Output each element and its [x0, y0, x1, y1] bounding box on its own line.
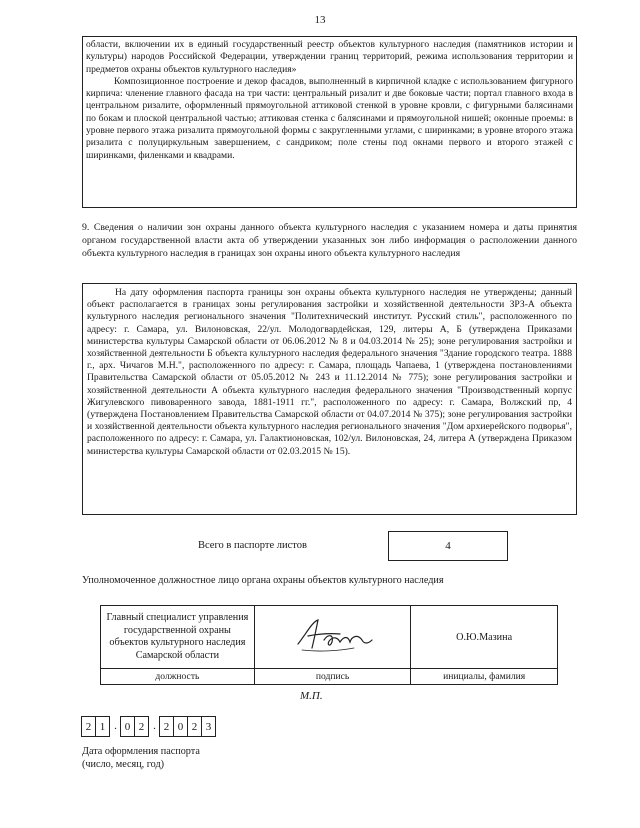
- date-digit: 2: [81, 716, 96, 737]
- date-separator: .: [114, 720, 117, 732]
- protected-subject-intro: области, включении их в единый государственный реестр объектов культурного наследия (памятников истории и культуры) народов Российской Федерации, утверждении границ территорий, режима использования территории и предметов охраны объектов культурного наследия»: [86, 39, 573, 75]
- date-digit: 1: [95, 716, 110, 737]
- date-label-line1: Дата оформления паспорта: [82, 746, 200, 757]
- date-field: [82, 716, 216, 737]
- sheets-count-value: 4: [388, 531, 508, 561]
- official-name: О.Ю.Мазина: [411, 606, 558, 669]
- col-name-label: инициалы, фамилия: [411, 669, 558, 685]
- date-label-line2: (число, месяц, год): [82, 759, 165, 770]
- signature-cell: [254, 606, 410, 669]
- date-digit: 0: [120, 716, 135, 737]
- signature-table: [100, 605, 558, 685]
- official-title: Уполномоченное должностное лицо органа охраны объектов культурного наследия: [82, 575, 444, 586]
- col-position-label: должность: [101, 669, 255, 685]
- date-digit: 3: [201, 716, 216, 737]
- date-separator: .: [153, 720, 156, 732]
- stamp-mark: М.П.: [300, 690, 323, 702]
- date-label: [82, 745, 200, 771]
- handwritten-signature: [288, 614, 378, 658]
- protected-subject-box: [82, 36, 577, 208]
- col-signature-label: подпись: [254, 669, 410, 685]
- official-position: Главный специалист управления государственной охраны объектов культурного наследия Самарской области: [101, 606, 255, 669]
- date-digit: 2: [159, 716, 174, 737]
- date-digit: 2: [134, 716, 149, 737]
- page-number: 13: [314, 14, 326, 26]
- protected-subject-facade: Композиционное построение и декор фасадов, выполненный в кирпичной кладке с использованием фигурного кирпича: членение главного фасада на три части: центральный ризалит и две боковые части; портал главного входа в центральном ризалите, оформленный прямоугольной аттиковой стенкой в уровне кровли, с фигурными балясинами по бокам и плоской центральной частью; аттиковая стенка с балясинами и прямоугольной нишей; оконные проемы: в уровне первого этажа ризалита прямоугольной формы с закругленными углами, с ширинками; в уровне второго этажа ризалита с полуциркульным завершением, с сандриком; поле стены под окнами первого и второго этажей с ширинками, филенками и квадрами.: [86, 75, 573, 161]
- protection-zones-box: На дату оформления паспорта границы зон охраны объекта культурного наследия не утверждены; данный объект располагается в границах зоны регулирования застройки и хозяйственной деятельности ЗРЗ-А объекта культурного наследия регионального значения "Политехнический институт. Русский стиль", расположенного по адресу: г. Самара, ул. Вилоновская, 22/ул. Молодогвардейская, 129, литеры А, Б (утверждена Приказами министерства культуры Самарской области от 06.06.2012 № 8 и 04.03.2014 № 25); зоне регулирования застройки и хозяйственной деятельности Б объекта культурного наследия федерального значения "Здание городского театра. 1888 г., арх. Чичагов М.Н.", расположенного по адресу: г. Самара, площадь Чапаева, 1 (утверждена постановлениями Правительства Самарской области от 05.05.2012 № 243 и 11.12.2014 № 775); зоне регулирования застройки и хозяйственной деятельности А объекта культурного наследия федерального значения "Производственный корпус Жигулевского пивоваренного завода, 1881-1911 гг.", расположенного по адресу: г. Самара, Волжский пр, 4 (утверждена Постановлением Правительства Самарской области от 04.07.2014 № 375); зоне регулирования застройки и хозяйственной деятельности объекта культурного наследия регионального значения "Дом архиерейского подворья", расположенного по адресу: г. Самара, ул. Галактионовская, 102/ул. Вилоновская, 24, литера А (утверждена Приказом министерства культуры Самарской области от 02.03.2015 № 15).: [82, 283, 577, 515]
- section-9-heading: 9. Сведения о наличии зон охраны данного объекта культурного наследия с указанием номера и даты принятия органом государственной власти акта об утверждении указанных зон либо информация о расположении данного объекта культурного наследия в границах зон охраны иного объекта культурного наследия: [82, 222, 577, 259]
- date-digit: 0: [173, 716, 188, 737]
- date-digit: 2: [187, 716, 202, 737]
- sheets-count-label: Всего в паспорте листов: [198, 540, 307, 551]
